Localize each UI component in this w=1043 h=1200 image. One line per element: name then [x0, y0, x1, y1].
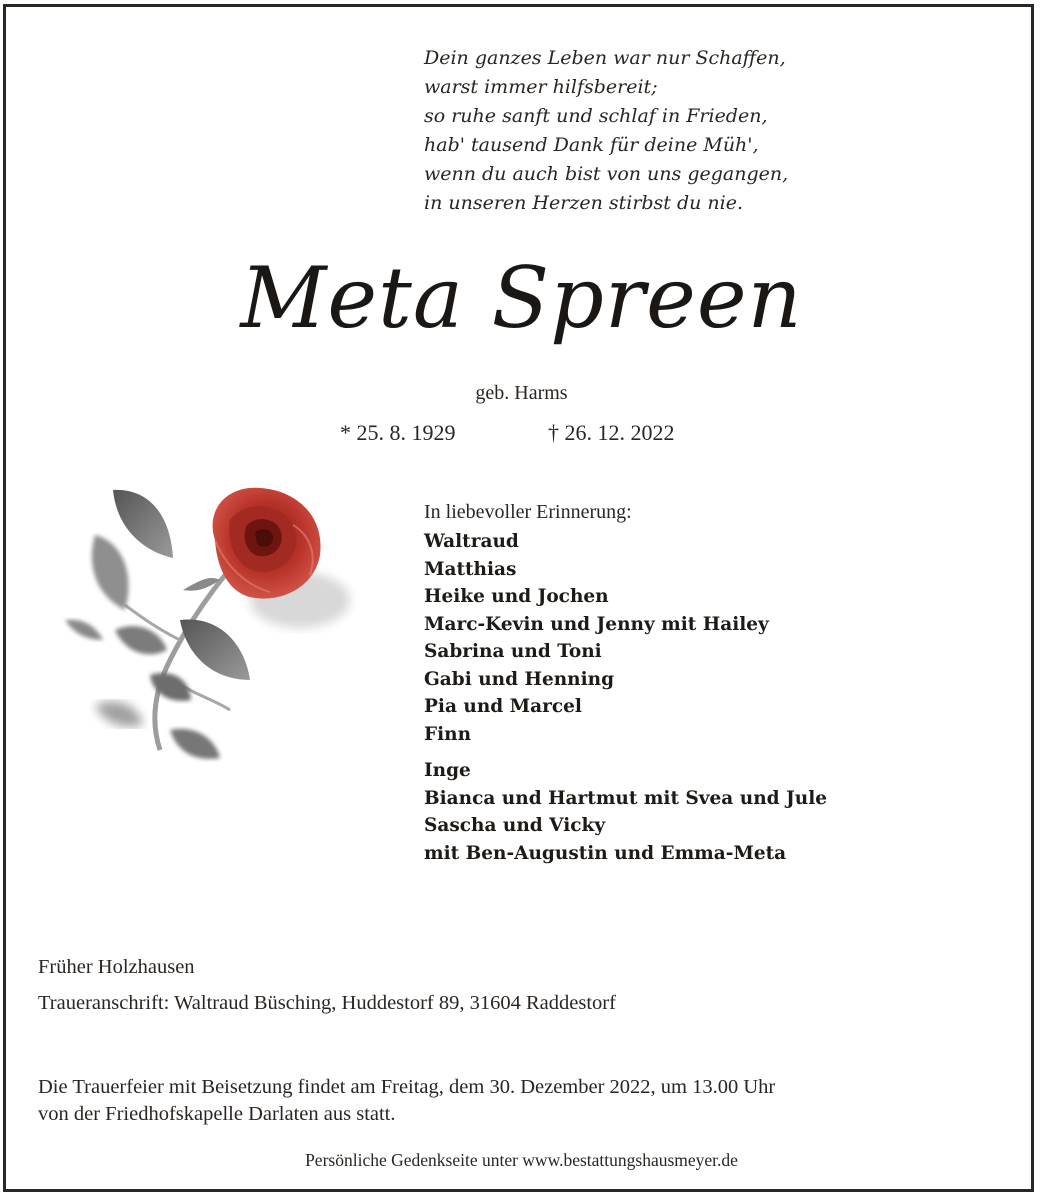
- poem-line: Dein ganzes Leben war nur Schaffen,: [424, 47, 786, 69]
- mourner-entry: Sabrina und Toni: [424, 641, 602, 662]
- mourner-entry: Pia und Marcel: [424, 696, 582, 717]
- mourner-entry: Finn: [424, 723, 472, 745]
- service-line: Die Trauerfeier mit Beisetzung findet am Freitag, dem 30. Dezember 2022, um 13.00 Uhr: [38, 1076, 776, 1098]
- mourners-group-2: [424, 757, 827, 867]
- funeral-service-info: [38, 1074, 775, 1128]
- mourners-intro: In liebevoller Erinnerung:: [424, 501, 632, 523]
- mourner-entry: mit Ben-Augustin und Emma-Meta: [424, 842, 787, 864]
- memorial-page-link: Persönliche Gedenkseite unter www.bestattungshausmeyer.de: [305, 1150, 738, 1170]
- birth-date: * 25. 8. 1929: [340, 420, 456, 445]
- mourner-entry: Gabi und Henning: [424, 668, 615, 690]
- poem-line: in unseren Herzen stirbst du nie.: [424, 192, 744, 214]
- mourner-entry: Matthias: [424, 558, 517, 580]
- mourner-entry: Bianca und Hartmut mit Svea und Jule: [424, 787, 828, 809]
- death-date: † 26. 12. 2022: [548, 420, 675, 445]
- deceased-name: Meta Spreen: [240, 249, 803, 347]
- poem-line: so ruhe sanft und schlaf in Frieden,: [424, 105, 768, 127]
- poem-line: hab' tausend Dank für deine Müh',: [424, 134, 759, 156]
- mourner-entry: Marc-Kevin und Jenny mit Hailey: [424, 613, 769, 635]
- mourner-entry: Inge: [424, 760, 471, 781]
- mourner-entry: Sascha und Vicky: [424, 815, 606, 836]
- service-line: von der Friedhofskapelle Darlaten aus statt.: [38, 1103, 396, 1125]
- poem: [424, 44, 788, 218]
- mourner-entry: Heike und Jochen: [424, 586, 609, 607]
- maiden-name: geb. Harms: [475, 382, 568, 404]
- mourner-entry: Waltraud: [424, 531, 519, 552]
- red-rose-image: [55, 480, 365, 780]
- former-residence: Früher Holzhausen: [38, 956, 195, 978]
- mourning-address: Traueranschrift: Waltraud Büsching, Huddestorf 89, 31604 Raddestorf: [38, 992, 616, 1014]
- poem-line: warst immer hilfsbereit;: [424, 76, 658, 98]
- poem-line: wenn du auch bist von uns gegangen,: [424, 163, 789, 185]
- mourners-list: [424, 498, 827, 867]
